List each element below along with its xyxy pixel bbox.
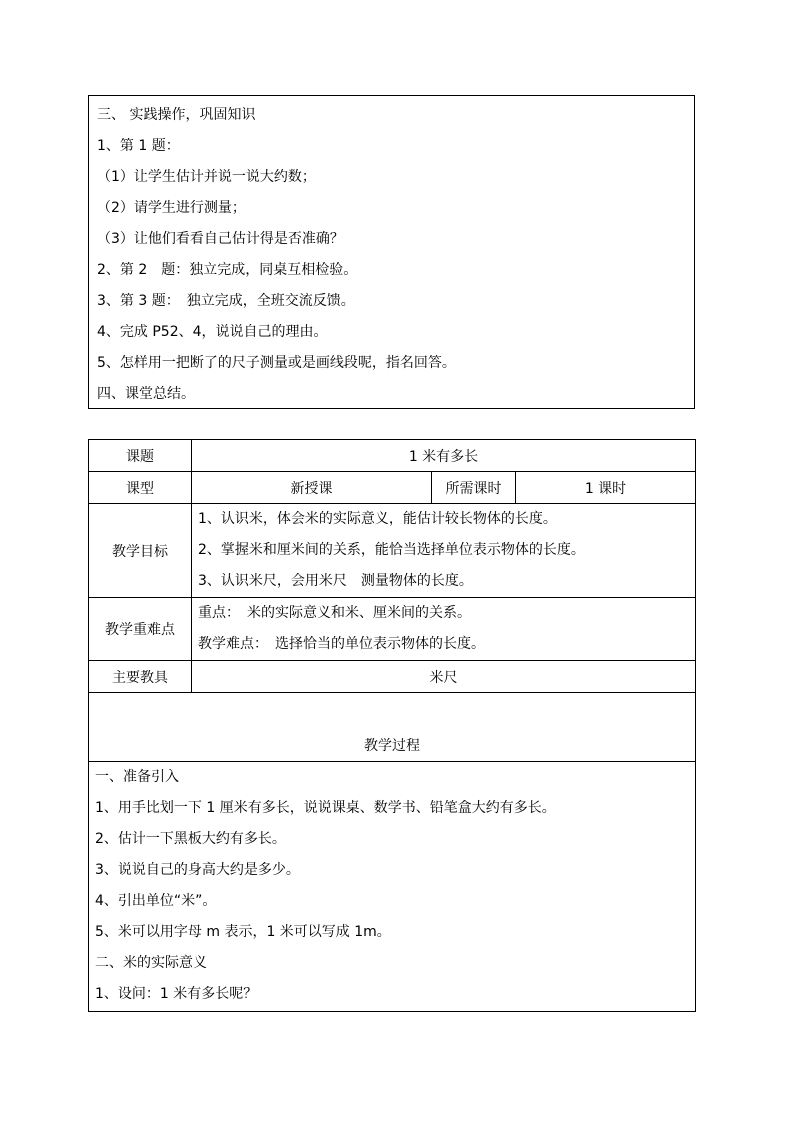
table-row xyxy=(89,598,696,661)
text-line: （3）让他们看看自己估计得是否准确？ xyxy=(97,231,344,247)
lesson-title: 1 米有多长 xyxy=(192,440,696,472)
process-line: 1、设问：1 米有多长呢？ xyxy=(95,986,258,1002)
section-heading: 四、课堂总结。 xyxy=(97,386,195,402)
process-line: 1、用手比划一下 1 厘米有多长，说说课桌、数学书、铅笔盒大约有多长。 xyxy=(95,800,556,816)
process-line: 4、引出单位“米”。 xyxy=(95,893,217,909)
hours-value: 1 课时 xyxy=(516,472,696,504)
hours-label: 所需课时 xyxy=(432,472,516,504)
goal-item: 2、掌握米和厘米间的关系，能恰当选择单位表示物体的长度。 xyxy=(198,542,585,558)
goals-cell xyxy=(192,504,696,598)
table-row xyxy=(89,693,696,762)
goal-item: 3、认识米尺，会用米尺 测量物体的长度。 xyxy=(198,573,473,589)
type-label: 课型 xyxy=(89,472,192,504)
text-line: 4、完成 P52、4，说说自己的理由。 xyxy=(97,324,328,340)
process-line: 5、米可以用字母 m 表示，1 米可以写成 1m。 xyxy=(95,924,391,940)
table-row xyxy=(89,504,696,598)
process-line: 二、米的实际意义 xyxy=(95,955,207,971)
text-line: （2）请学生进行测量； xyxy=(97,200,246,216)
key-point-item: 重点： 米的实际意义和米、厘米间的关系。 xyxy=(198,605,471,621)
table-row xyxy=(89,472,696,504)
section-heading: 三、 实践操作，巩固知识 xyxy=(97,107,256,123)
practice-section-box xyxy=(88,95,695,409)
key-points-label: 教学重难点 xyxy=(89,598,192,661)
process-line: 2、估计一下黑板大约有多长。 xyxy=(95,831,286,847)
table-row xyxy=(89,762,696,1012)
tools-label: 主要教具 xyxy=(89,661,192,693)
process-line: 一、准备引入 xyxy=(95,769,179,785)
text-line: 5、怎样用一把断了的尺子测量或是画线段呢，指名回答。 xyxy=(97,355,456,371)
goal-item: 1、认识米，体会米的实际意义，能估计较长物体的长度。 xyxy=(198,511,557,527)
key-points-cell xyxy=(192,598,696,661)
text-line: 2、第 2 题：独立完成，同桌互相检验。 xyxy=(97,262,358,278)
type-value: 新授课 xyxy=(192,472,432,504)
process-cell xyxy=(89,762,696,1012)
lesson-plan-table xyxy=(88,439,696,1012)
process-line: 3、说说自己的身高大约是多少。 xyxy=(95,862,300,878)
title-label: 课题 xyxy=(89,440,192,472)
table-row xyxy=(89,661,696,693)
text-line: 3、第 3 题： 独立完成，全班交流反馈。 xyxy=(97,293,355,309)
tools-value: 米尺 xyxy=(192,661,696,693)
goals-label: 教学目标 xyxy=(89,504,192,598)
process-heading: 教学过程 xyxy=(89,693,696,762)
text-line: 1、第 1 题： xyxy=(97,138,180,154)
table-row xyxy=(89,440,696,472)
text-line: （1）让学生估计并说一说大约数； xyxy=(97,169,316,185)
key-point-item: 教学难点： 选择恰当的单位表示物体的长度。 xyxy=(198,636,485,652)
